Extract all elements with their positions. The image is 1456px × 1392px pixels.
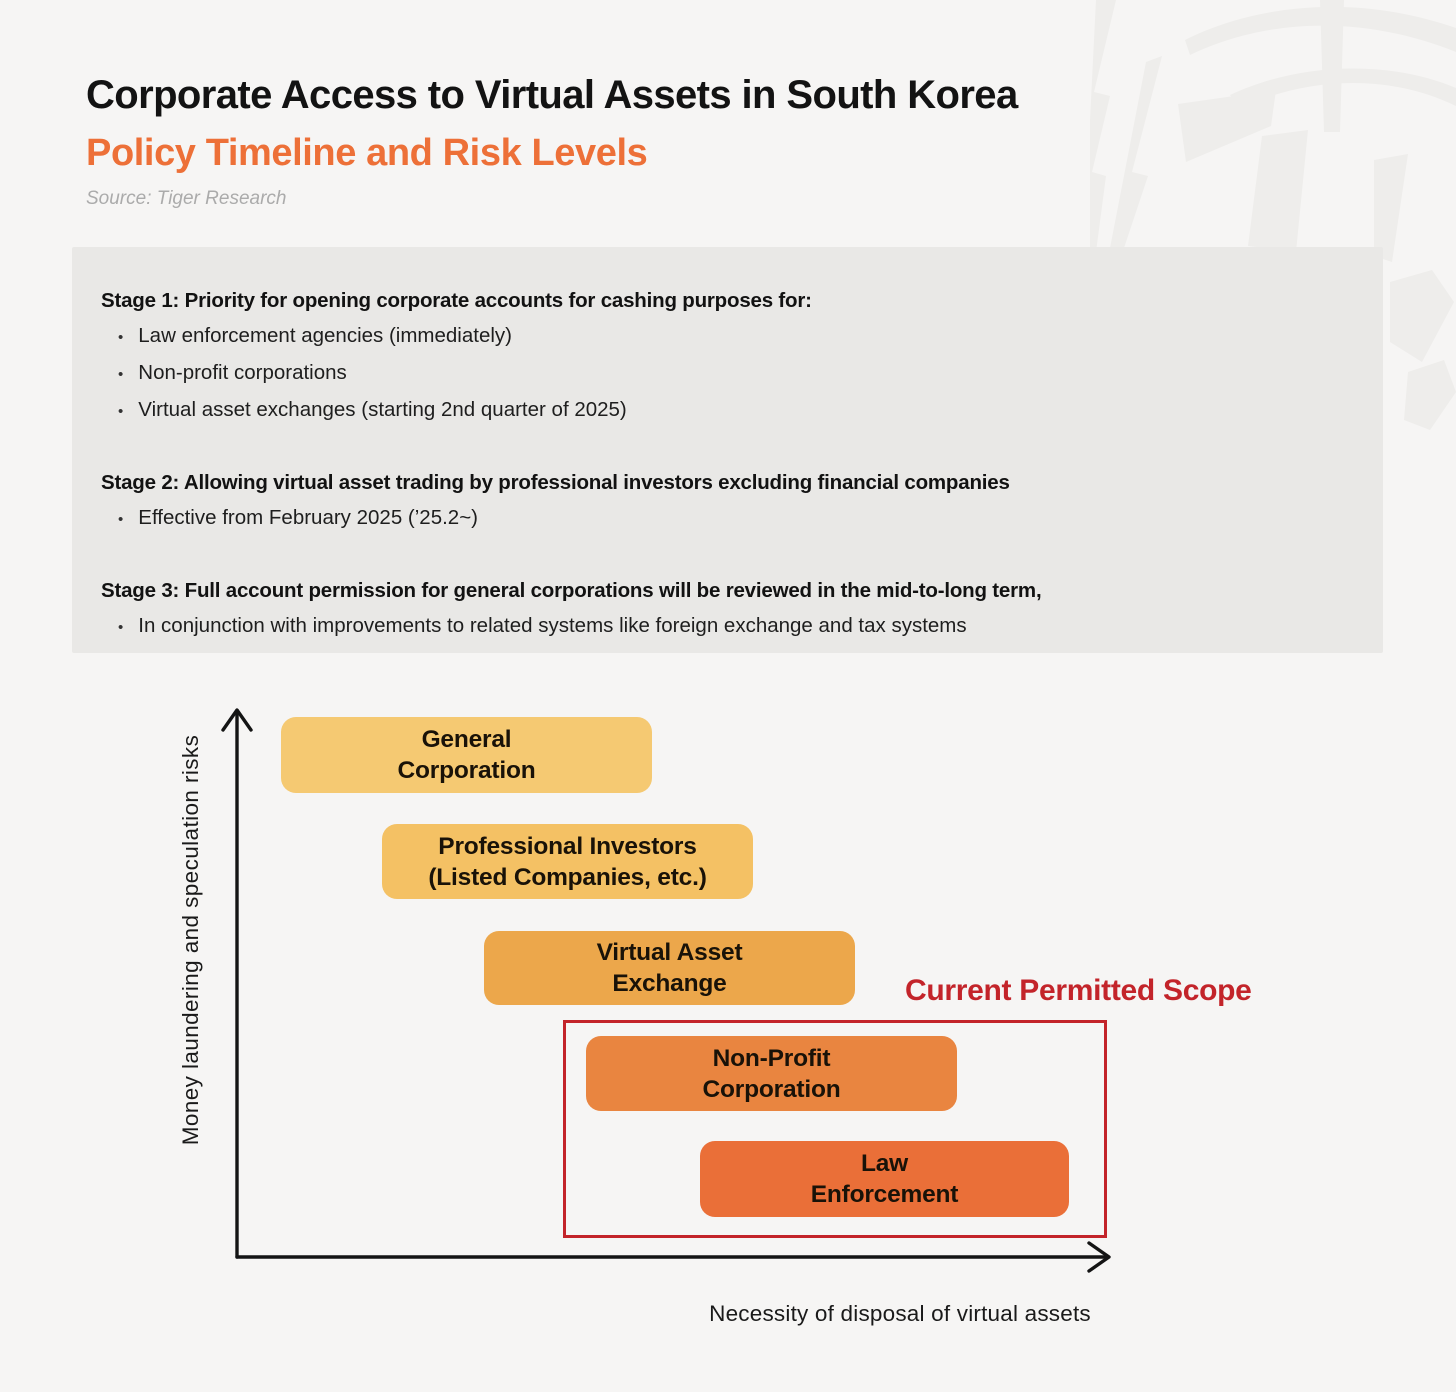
bullet-text: Law enforcement agencies (immediately) [138, 324, 512, 347]
bullet-dot-icon: • [118, 619, 124, 636]
bullet-text: Effective from February 2025 (’25.2~) [138, 506, 479, 529]
riskbox-non-profit-corporation [586, 1036, 957, 1111]
stage-3 [101, 573, 1353, 645]
riskbox-general-corporation [281, 717, 652, 793]
riskbox-professional-investors [382, 824, 753, 899]
riskbox-label-line1: Professional Investors [438, 832, 697, 860]
policy-stages-panel [72, 247, 1383, 653]
stage-2-heading: Stage 2: Allowing virtual asset trading by professional investors excluding financial companies [101, 471, 1010, 494]
current-permitted-scope-label: Current Permitted Scope [905, 974, 1252, 1007]
bullet-dot-icon: • [118, 511, 124, 528]
source-credit: Source: Tiger Research [86, 188, 287, 209]
page-subtitle: Policy Timeline and Risk Levels [86, 132, 648, 174]
bullet-dot-icon: • [118, 366, 124, 383]
stage-3-bullet [101, 608, 1353, 645]
header [86, 70, 1018, 210]
stage-1-bullet [101, 392, 1353, 429]
riskbox-label-line1: Virtual Asset [596, 939, 743, 966]
riskbox-label-line2: Corporation [702, 1075, 841, 1103]
bullet-text: Non-profit corporations [138, 361, 347, 384]
stage-2-bullet [101, 500, 1353, 537]
riskbox-label-line1: General [421, 726, 512, 753]
stage-3-heading: Stage 3: Full account permission for general corporations will be reviewed in the mid-to-long term, [101, 579, 1042, 602]
riskbox-label-line2: Exchange [612, 970, 727, 997]
bullet-dot-icon: • [118, 403, 124, 420]
riskbox-label-line2: Enforcement [810, 1181, 959, 1208]
stage-1-bullet [101, 318, 1353, 355]
bullet-dot-icon: • [118, 329, 124, 346]
bullet-text: In conjunction with improvements to related systems like foreign exchange and tax systems [138, 614, 967, 637]
stage-1-heading: Stage 1: Priority for opening corporate accounts for cashing purposes for: [101, 289, 812, 312]
stage-2 [101, 465, 1353, 537]
riskbox-label-line2: Corporation [397, 757, 536, 784]
riskbox-virtual-asset-exchange [484, 931, 855, 1005]
riskbox-label-line1: Law [860, 1150, 909, 1177]
riskbox-label-line2: (Listed Companies, etc.) [428, 863, 707, 891]
stage-1 [101, 283, 1353, 429]
x-axis-label: Necessity of disposal of virtual assets [709, 1301, 1091, 1326]
stage-1-bullet [101, 355, 1353, 392]
bullet-text: Virtual asset exchanges (starting 2nd quarter of 2025) [138, 398, 627, 421]
page-title: Corporate Access to Virtual Assets in South Korea [86, 73, 1018, 117]
riskbox-law-enforcement [700, 1141, 1069, 1217]
riskbox-label-line1: Non-Profit [712, 1044, 831, 1072]
y-axis-label: Money laundering and speculation risks [178, 734, 203, 1146]
